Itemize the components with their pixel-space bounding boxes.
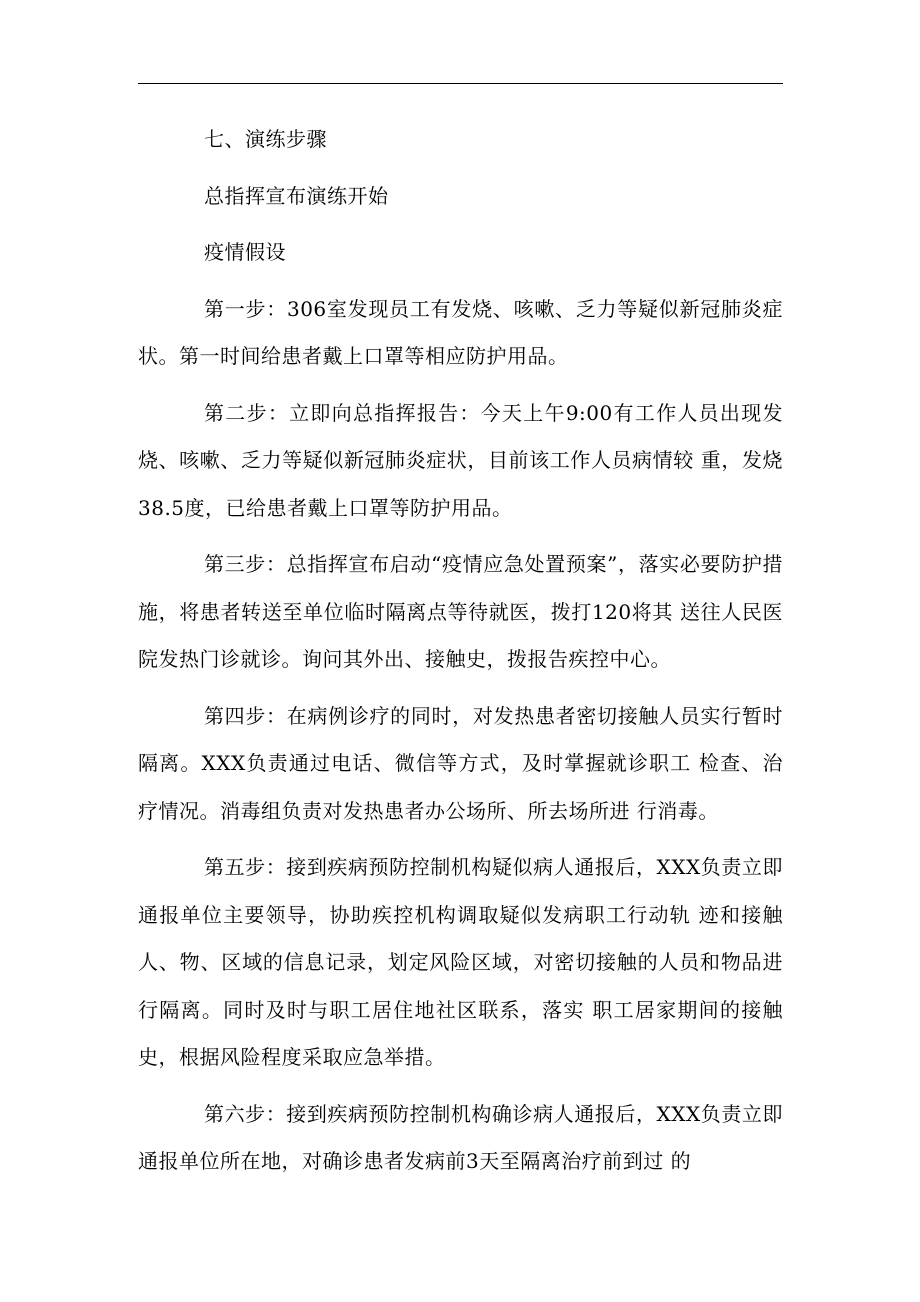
step-1-paragraph: 第一步：306室发现员工有发烧、咳嗽、乏力等疑似新冠肺炎症状。第一时间给患者戴上口罩等相应防护用品。: [138, 296, 783, 368]
step-2-paragraph: 第二步：立即向总指挥报告：今天上午9:00有工作人员出现发烧、咳嗽、乏力等疑似新冠肺炎症状，目前该工作人员病情较 重，发烧38.5度，已给患者戴上口罩等防护用品。: [138, 400, 783, 520]
header-rule: [138, 83, 783, 84]
section-heading: 七、演练步骤: [204, 127, 327, 151]
step-3-paragraph: 第三步：总指挥宣布启动“疫情应急处置预案”，落实必要防护措施，将患者转送至单位临时隔离点等待就医，拨打120将其 送往人民医院发热门诊就诊。询问其外出、接触史，拨报告疾控中心。: [138, 552, 783, 671]
document-body: [138, 116, 783, 1186]
drill-start-line: 总指挥宣布演练开始: [204, 183, 389, 208]
epidemic-assumption-line: 疫情假设: [204, 240, 286, 264]
step-4-paragraph: 第四步：在病例诊疗的同时，对发热患者密切接触人员实行暂时隔离。XXX负责通过电话、微信等方式，及时掌握就诊职工 检查、治疗情况。消毒组负责对发热患者办公场所、所去场所进 行消毒。: [138, 703, 783, 823]
step-6-paragraph: 第六步：接到疾病预防控制机构确诊病人通报后，XXX负责立即通报单位所在地，对确诊患者发病前3天至隔离治疗前到过 的: [138, 1101, 783, 1173]
step-5-paragraph: 第五步：接到疾病预防控制机构疑似病人通报后，XXX负责立即通报单位主要领导，协助疾控机构调取疑似发病职工行动轨 迹和接触人、物、区域的信息记录，划定风险区域，对密切接触的人员和物品进行隔离。同时及时与职工居住地社区联系，落实 职工居家期间的接触史，根据风险程度采取应急举措。: [138, 855, 783, 1069]
